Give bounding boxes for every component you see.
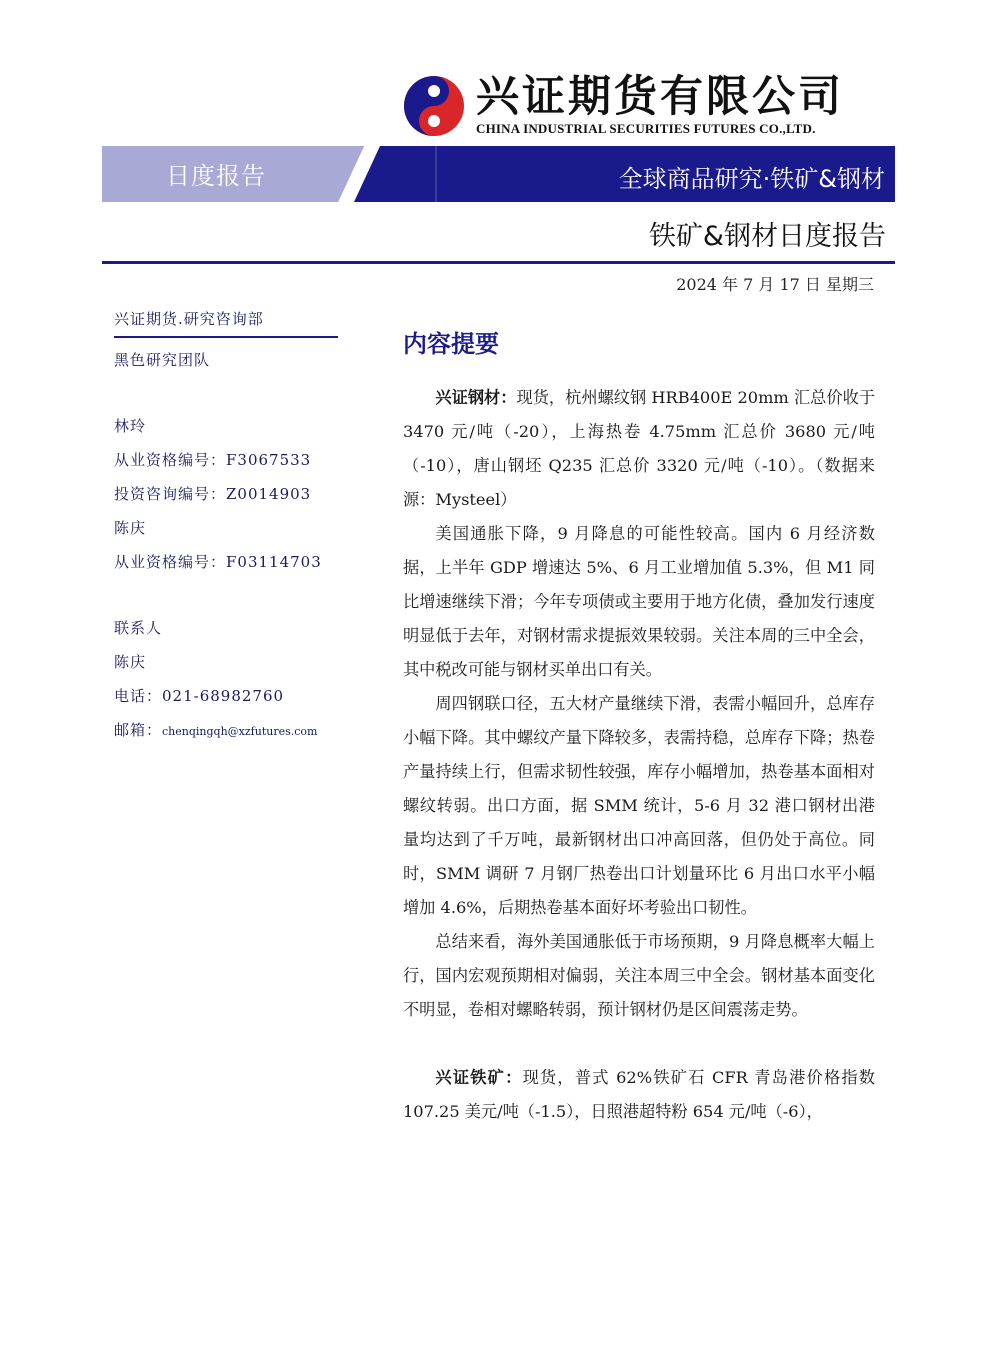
iron-ore-paragraph bbox=[403, 1061, 875, 1129]
company-name-cn: 兴证期货有限公司 bbox=[476, 72, 844, 122]
department: 兴证期货.研究咨询部 bbox=[114, 310, 264, 328]
report-banner bbox=[102, 146, 895, 202]
report-date: 2024 年 7 月 17 日 星期三 bbox=[676, 275, 874, 294]
title-divider bbox=[102, 261, 895, 264]
team-name: 黑色研究团队 bbox=[114, 351, 211, 369]
iron-ore-spot-text: 现货，普式 62%铁矿石 CFR 青岛港价格指数 107.25 美元/吨（-1.5），日照港超特粉 654 元/吨（-6）， bbox=[403, 1068, 875, 1121]
contact-name: 陈庆 bbox=[114, 653, 147, 671]
steel-lead: 兴证钢材： bbox=[435, 388, 517, 407]
contact-email-row bbox=[114, 714, 338, 748]
analyst-qualification: 从业资格编号：F03114703 bbox=[114, 553, 322, 571]
summary-heading: 内容提要 bbox=[403, 330, 499, 358]
steel-paragraph bbox=[403, 381, 875, 517]
macro-paragraph: 美国通胀下降，9 月降息的可能性较高。国内 6 月经济数据，上半年 GDP 增速达 5%、6 月工业增加值 5.3%，但 M1 同比增速继续下滑；今年专项债或主要用于地方化债，叠加发行速度明显低于去年，对钢材需求提振效果较弱。关注本周的三中全会，其中税改可能与钢材买单出口有关。 bbox=[403, 524, 875, 679]
supply-demand-paragraph: 周四钢联口径，五大材产量继续下滑，表需小幅回升，总库存小幅下降。其中螺纹产量下降较多，表需持稳，总库存下降；热卷产量持续上行，但需求韧性较强，库存小幅增加，热卷基本面相对螺纹转弱。出口方面，据 SMM 统计，5-6 月 32 港口钢材出港量均达到了千万吨，最新钢材出口冲高回落，但仍处于高位。同时，SMM 调研 7 月钢厂热卷出口计划量环比 6 月出口水平小幅增加 4.6%，后期热卷基本面好坏考验出口韧性。 bbox=[403, 694, 875, 917]
summary-content bbox=[403, 381, 875, 1129]
company-logo bbox=[402, 72, 872, 138]
sidebar-divider bbox=[114, 336, 338, 338]
author-sidebar bbox=[114, 306, 338, 748]
steel-spot-text: 现货，杭州螺纹钢 HRB400E 20mm 汇总价收于 3470 元/吨（-20），上海热卷 4.75mm 汇总价 3680 元/吨（-10），唐山钢坯 Q235 汇总价 3320 元/吨（-10）。（数据来源：Mysteel） bbox=[403, 388, 876, 509]
report-type-label: 日度报告 bbox=[166, 162, 266, 190]
email-label: 邮箱： bbox=[114, 721, 163, 739]
analyst-qualification: 从业资格编号：F3067533 bbox=[114, 451, 312, 469]
report-title: 铁矿&钢材日度报告 bbox=[648, 221, 886, 252]
contact-phone: 电话：021-68982760 bbox=[114, 687, 285, 705]
analyst-name: 陈庆 bbox=[114, 519, 147, 537]
analyst-investment-id: 投资咨询编号：Z0014903 bbox=[114, 485, 312, 503]
steel-summary-paragraph: 总结来看，海外美国通胀低于市场预期，9 月降息概率大幅上行，国内宏观预期相对偏弱，关注本周三中全会。钢材基本面变化不明显，卷相对螺略转弱，预计钢材仍是区间震荡走势。 bbox=[403, 932, 875, 1019]
email-link[interactable]: chenqingqh@xzfutures.com bbox=[162, 725, 318, 738]
company-logo-icon bbox=[402, 74, 466, 138]
company-name-en: CHINA INDUSTRIAL SECURITIES FUTURES CO.,LTD. bbox=[476, 121, 816, 136]
report-type-box bbox=[102, 146, 364, 202]
report-category: 全球商品研究·铁矿&钢材 bbox=[618, 165, 885, 193]
analyst-name: 林玲 bbox=[114, 417, 147, 435]
contact-label: 联系人 bbox=[114, 619, 163, 637]
iron-ore-lead: 兴证铁矿： bbox=[435, 1068, 523, 1087]
